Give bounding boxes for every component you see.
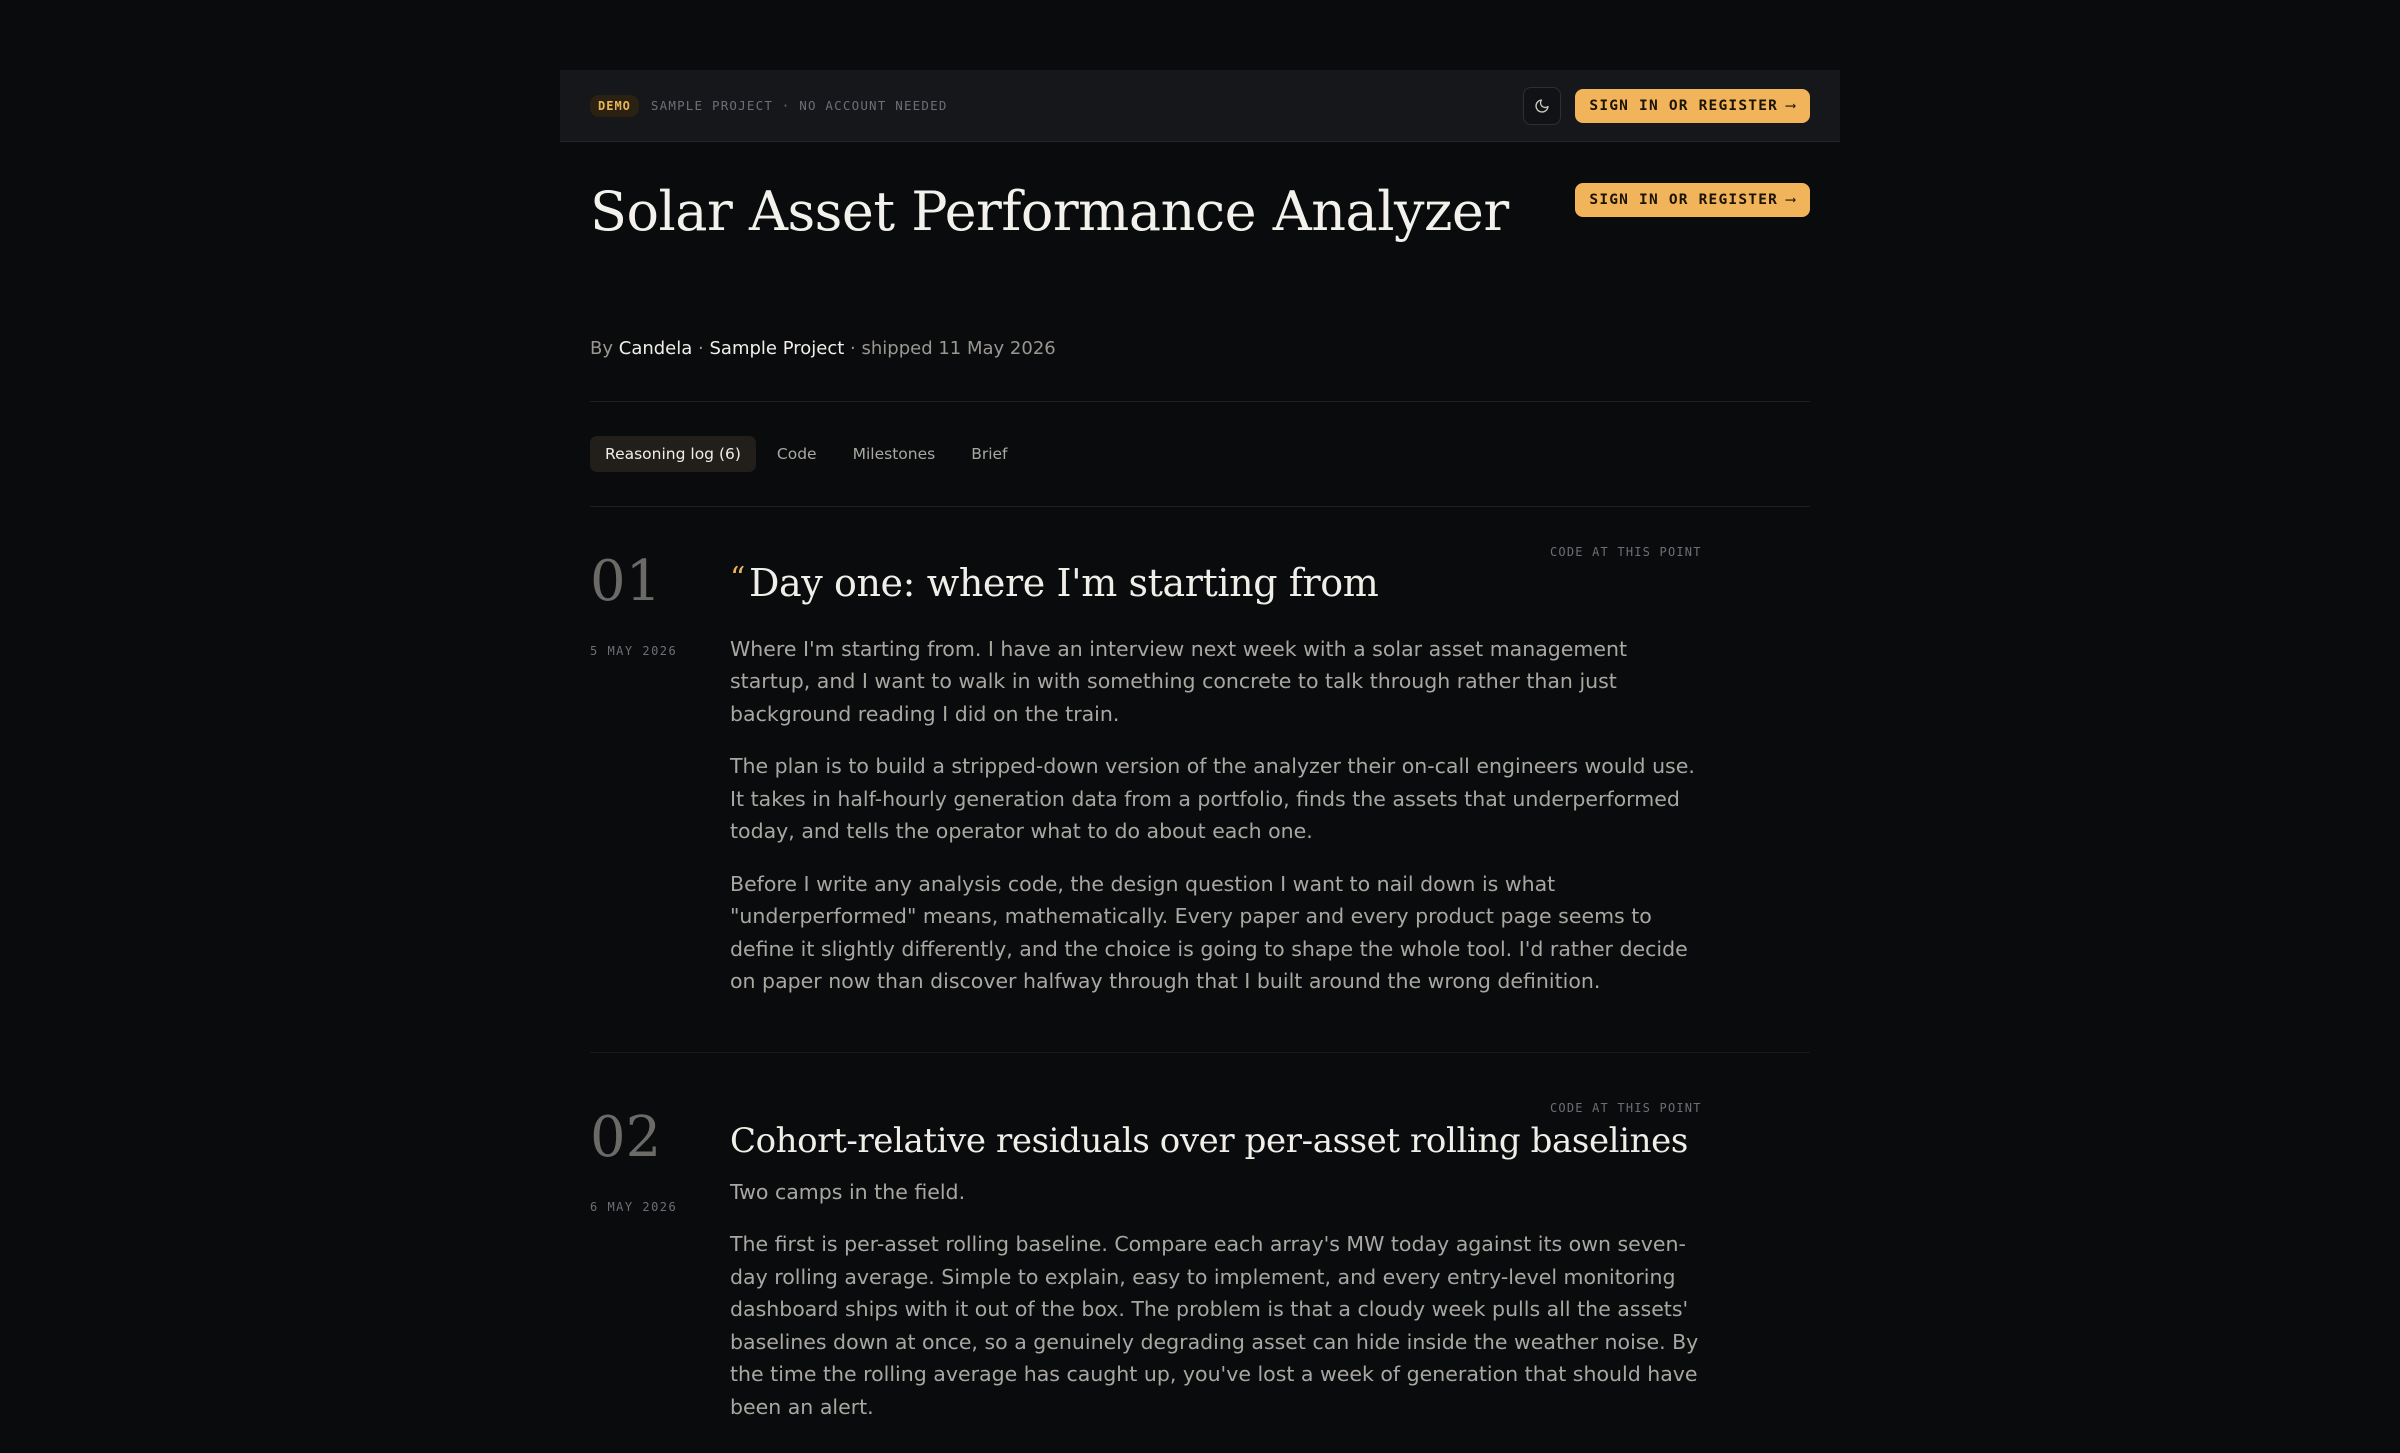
entry-paragraph: Before I write any analysis code, the design question I want to nail down is what "underperformed" means, mathematically. Every paper and every product page seems to define it slightly differently, and the choice is going to shape the whole tool. I'd rather decide on paper now than discover halfway through that I built around the wrong definition.: [730, 871, 1688, 994]
entry-body: [730, 1121, 1700, 1423]
top-bar: [560, 70, 1840, 142]
entry-date: 6 MAY 2026: [590, 1200, 678, 1214]
arrow-right-icon: ⟶: [1786, 97, 1796, 114]
page-container: [560, 70, 1840, 1419]
code-at-this-point-link[interactable]: CODE AT THIS POINT: [1550, 545, 1702, 559]
log-entry: [590, 507, 1810, 1053]
tab-reasoning-log[interactable]: Reasoning log (6): [590, 436, 756, 472]
shipped-date: · shipped 11 May 2026: [850, 338, 1056, 359]
code-at-this-point-link[interactable]: CODE AT THIS POINT: [1550, 1101, 1702, 1115]
theme-toggle-button[interactable]: [1523, 87, 1561, 125]
log-entry: [590, 1053, 1810, 1453]
sign-in-label: SIGN IN OR REGISTER: [1589, 97, 1779, 114]
sign-in-button-topbar[interactable]: [1575, 89, 1810, 123]
tab-brief[interactable]: Brief: [971, 445, 1008, 463]
demo-badge: DEMO: [590, 95, 639, 117]
tab-milestones[interactable]: Milestones: [852, 445, 936, 463]
byline: [590, 338, 1056, 359]
entry-paragraph: The first is per-asset rolling baseline. Compare each array's MW today against its own seven-day rolling average. Simple to explain, easy to implement, and every entry-level monitoring dashboard ships with it out of the box. The problem is that a cloudy week pulls all the assets' baselines down at once, so a genuinely degrading asset can hide inside the weather noise. By the time the rolling average has caught up, you've lost a week of generation that should have been an alert.: [730, 1232, 1699, 1419]
project-header: [590, 142, 1810, 402]
entry-title-text: Day one: where I'm starting from: [748, 561, 1379, 605]
page-title: Solar Asset Performance Analyzer: [590, 180, 1509, 243]
entry-title: Cohort-relative residuals over per-asset rolling baselines: [730, 1121, 1688, 1161]
tab-code[interactable]: Code: [776, 445, 817, 463]
entry-body: [730, 561, 1700, 998]
entry-title: [730, 561, 1700, 607]
sign-in-button-header[interactable]: [1575, 183, 1810, 217]
arrow-right-icon: ⟶: [1786, 192, 1796, 208]
quote-icon: “: [730, 561, 745, 596]
tab-bar: [590, 402, 1810, 507]
author-link[interactable]: Candela: [618, 338, 693, 359]
moon-icon: [1534, 98, 1550, 114]
byline-by: By: [590, 338, 614, 359]
sign-in-label: SIGN IN OR REGISTER: [1589, 192, 1779, 208]
entry-date: 5 MAY 2026: [590, 644, 678, 658]
project-link[interactable]: Sample Project: [709, 338, 845, 359]
entry-number: 02: [590, 1105, 662, 1170]
entry-paragraph: Two camps in the field.: [730, 1179, 966, 1204]
byline-separator: ·: [698, 338, 704, 359]
demo-note: SAMPLE PROJECT · NO ACCOUNT NEEDED: [650, 98, 948, 113]
entry-number: 01: [590, 549, 662, 614]
entry-paragraph: The plan is to build a stripped-down version of the analyzer their on-call engineers would use. It takes in half-hourly generation data from a portfolio, finds the assets that underperformed today, and tells the operator what to do about each one.: [730, 754, 1695, 844]
entry-paragraph: Where I'm starting from. I have an interview next week with a solar asset management startup, and I want to walk in with something concrete to talk through rather than just background reading I did on the train.: [730, 636, 1628, 726]
